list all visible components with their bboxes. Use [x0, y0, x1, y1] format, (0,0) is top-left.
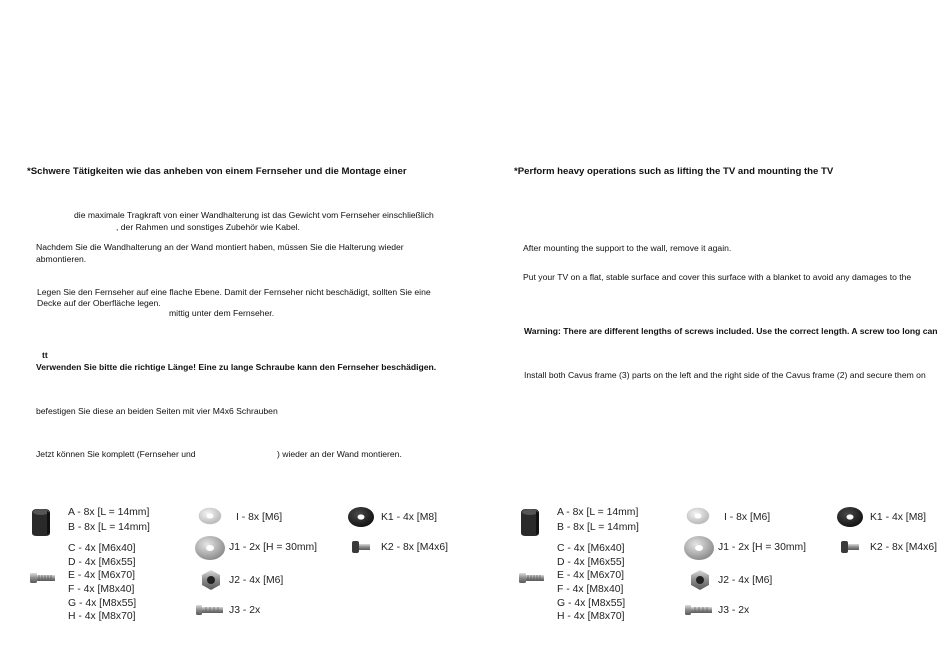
part-h: H - 4x [M8x70]: [557, 611, 625, 622]
bolt-icon: [519, 571, 545, 585]
part-b: B - 8x [L = 14mm]: [68, 522, 150, 533]
german-heading: *Schwere Tätigkeiten wie das anheben von einem Fernseher und die Montage einer: [27, 166, 407, 177]
part-k2: K2 - 8x [M4x6]: [870, 542, 937, 553]
german-p2-line1: Nachdem Sie die Wandhalterung an der Wand montiert haben, müssen Sie die Halterung wieder: [36, 242, 404, 252]
part-j3: J3 - 2x: [229, 605, 261, 616]
part-k2: K2 - 8x [M4x6]: [381, 542, 448, 553]
part-f: F - 4x [M8x40]: [68, 584, 135, 595]
german-p1-line1: die maximale Tragkraft von einer Wandhalterung ist das Gewicht vom Fernseher einschließlich: [74, 210, 434, 220]
part-a: A - 8x [L = 14mm]: [557, 507, 639, 518]
part-f: F - 4x [M8x40]: [557, 584, 624, 595]
small-screw-icon: [841, 540, 861, 554]
large-washer-icon: [194, 535, 226, 561]
german-p6-start: Jetzt können Sie komplett (Fernseher und: [36, 449, 196, 459]
spacer-icon: [518, 507, 542, 537]
part-g: G - 4x [M8x55]: [557, 598, 626, 609]
german-p1-line2: , der Rahmen und sonstiges Zubehör wie Kabel.: [116, 222, 300, 232]
bolt-icon: [30, 571, 56, 585]
part-h: H - 4x [M8x70]: [68, 611, 136, 622]
spacer-icon: [29, 507, 53, 537]
part-j2: J2 - 4x [M6]: [229, 575, 284, 586]
part-j1: J1 - 2x [H = 30mm]: [229, 542, 318, 553]
part-a: A - 8x [L = 14mm]: [68, 507, 150, 518]
english-p2: Put your TV on a flat, stable surface and cover this surface with a blanket to avoid any damages to the: [523, 272, 912, 282]
german-p3-line3: mittig unter dem Fernseher.: [169, 308, 275, 318]
german-p4-fragment: tt: [42, 350, 48, 360]
part-e: E - 4x [M6x70]: [68, 570, 135, 581]
part-k1: K1 - 4x [M8]: [870, 512, 927, 523]
part-d: D - 4x [M6x55]: [68, 557, 136, 568]
english-p1: After mounting the support to the wall, remove it again.: [523, 243, 732, 253]
nut-icon: [200, 569, 222, 591]
part-i: I - 8x [M6]: [236, 512, 283, 523]
english-p4: Install both Cavus frame (3) parts on the left and the right side of the Cavus frame (2) and secure them on: [524, 370, 926, 380]
part-e: E - 4x [M6x70]: [557, 570, 624, 581]
small-screw-icon: [352, 540, 372, 554]
part-k1: K1 - 4x [M8]: [381, 512, 438, 523]
part-c: C - 4x [M6x40]: [68, 543, 136, 554]
part-j2: J2 - 4x [M6]: [718, 575, 773, 586]
large-washer-icon: [683, 535, 715, 561]
screw-icon: [196, 604, 224, 616]
dark-washer-icon: [836, 506, 864, 528]
german-p3-line2: Decke auf der Oberfläche legen.: [37, 298, 161, 308]
part-i: I - 8x [M6]: [724, 512, 771, 523]
part-j3: J3 - 2x: [718, 605, 750, 616]
dark-washer-icon: [347, 506, 375, 528]
washer-icon: [198, 507, 222, 525]
part-d: D - 4x [M6x55]: [557, 557, 625, 568]
part-j1: J1 - 2x [H = 30mm]: [718, 542, 807, 553]
german-warning: Verwenden Sie bitte die richtige Länge! Eine zu lange Schraube kann den Fernseher beschädigen.: [36, 362, 437, 372]
german-p5: befestigen Sie diese an beiden Seiten mit vier M4x6 Schrauben: [36, 406, 278, 416]
english-warning: Warning: There are different lengths of screws included. Use the correct length. A screw too long can: [524, 326, 938, 336]
nut-icon: [689, 569, 711, 591]
part-g: G - 4x [M8x55]: [68, 598, 137, 609]
washer-icon: [686, 507, 710, 525]
german-p2-line2: abmontieren.: [36, 254, 87, 264]
part-c: C - 4x [M6x40]: [557, 543, 625, 554]
german-p3-line1: Legen Sie den Fernseher auf eine flache Ebene. Damit der Fernseher nicht beschädigt, sollten Sie eine: [37, 287, 431, 297]
screw-icon: [685, 604, 713, 616]
part-b: B - 8x [L = 14mm]: [557, 522, 639, 533]
english-heading: *Perform heavy operations such as lifting the TV and mounting the TV: [514, 166, 834, 177]
german-p6-end: ) wieder an der Wand montieren.: [277, 449, 402, 459]
